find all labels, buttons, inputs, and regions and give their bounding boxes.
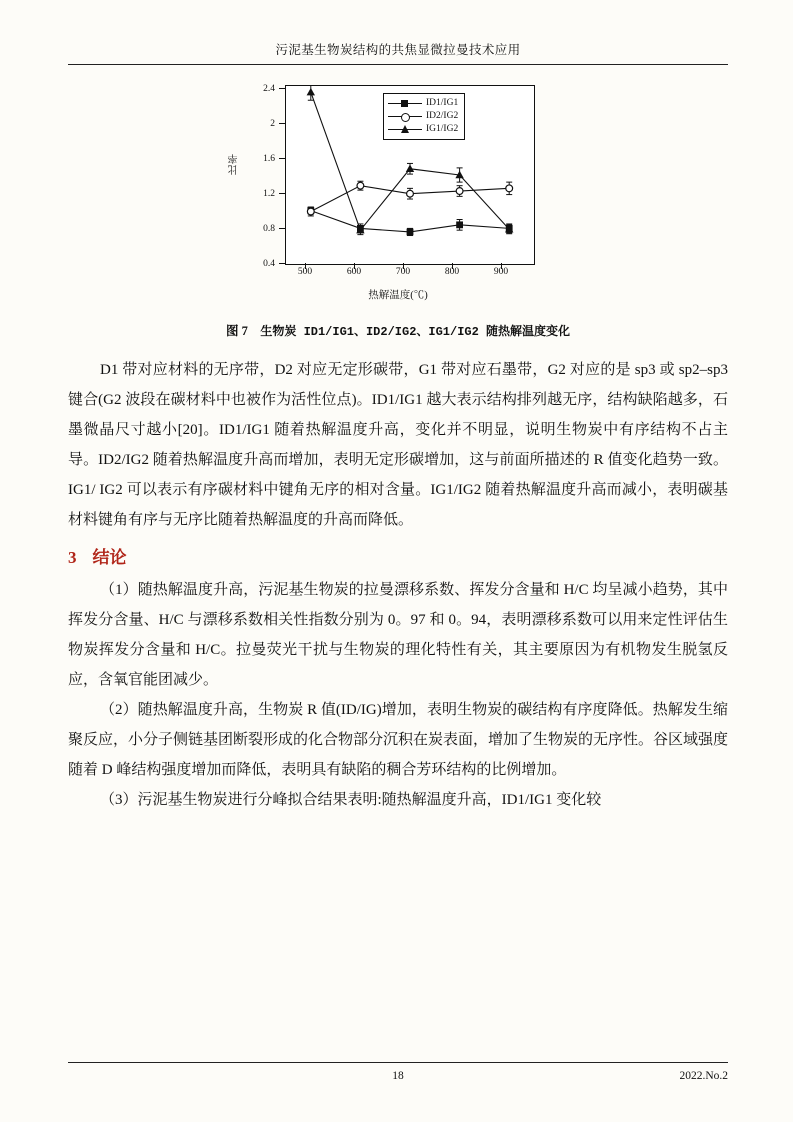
section-title: 结论 (92, 548, 127, 567)
figure-caption (68, 321, 728, 339)
page-number: 18 (392, 1070, 404, 1082)
y-tick-label: 1.6 (263, 154, 275, 164)
paragraph-3: （2）随热解温度升高，生物炭 R 值(ID/IG)增加，表明生物炭的碳结构有序度降低。热解发生缩聚反应，小分子侧链基团断裂形成的化合物部分沉积在炭表面，增加了生物炭的无序性。谷区域强度随着 D 峰结构强度增加而降低，表明具有缺陷的稠合芳环结构的比例增加。 (68, 702, 729, 778)
legend-item (388, 123, 458, 136)
issue-label: 2022.No.2 (679, 1070, 728, 1082)
header-rule (68, 64, 728, 65)
legend-item (388, 110, 458, 123)
chart-container (229, 79, 563, 309)
figure-caption-prefix: 图 7 (225, 324, 248, 338)
legend-label: ID1/IG1 (426, 98, 459, 108)
legend-item (388, 97, 458, 110)
section-heading-conclusion (68, 543, 728, 573)
section-number: 3 (68, 548, 77, 567)
legend-label: ID2/IG2 (426, 111, 459, 121)
x-tick-label: 800 (444, 267, 460, 277)
figure-caption-text: 生物炭 ID1/IG1、ID2/IG2、IG1/IG2 随热解温度变化 (260, 325, 571, 339)
legend-symbol-open-square-icon (388, 111, 422, 122)
page-footer (68, 1070, 728, 1082)
chart-y-axis-label: 比率 (229, 153, 240, 175)
x-tick-label: 900 (493, 267, 509, 277)
y-tick-label: 1.2 (263, 189, 275, 199)
x-tick-label: 700 (395, 267, 411, 277)
paragraph-2: （1）随热解温度升高，污泥基生物炭的拉曼漂移系数、挥发分含量和 H/C 均呈减小趋势，其中挥发分含量、H/C 与漂移系数相关性指数分别为 0。97 和 0。94，表明漂移系数可以用来定性评估生物炭挥发分含量和 H/C。拉曼荧光干扰与生物炭的理化特性有关，其主要原因为有机物发生脱氢反应，含氧官能团减少。 (68, 582, 728, 688)
y-tick-label: 2 (270, 119, 275, 129)
x-tick-label: 600 (346, 267, 362, 277)
page-content (68, 40, 728, 1080)
y-tick-label: 0.8 (263, 224, 275, 234)
legend-symbol-filled-square-icon (388, 98, 422, 109)
x-tick-label: 500 (297, 267, 313, 277)
paragraph-4: （3）污泥基生物炭进行分峰拟合结果表明:随热解温度升高，ID1/IG1 变化较 (100, 792, 602, 808)
body-text (68, 355, 728, 815)
y-tick-label: 0.4 (263, 259, 275, 269)
running-head: 污泥基生物炭结构的共焦显微拉曼技术应用 (275, 43, 521, 57)
chart-x-axis-label: 热解温度(℃) (368, 290, 428, 301)
footer-rule (68, 1062, 728, 1063)
y-tick-label: 2.4 (263, 84, 275, 94)
legend-label: IG1/IG2 (426, 124, 459, 134)
paragraph-1: D1 带对应材料的无序带，D2 对应无定形碳带，G1 带对应石墨带，G2 对应的是 sp3 或 sp2–sp3 键合(G2 波段在碳材料中也被作为活性位点)。ID1/IG1 越大表示结构排列越无序，结构缺陷越多，石墨微晶尺寸越小[20]。ID1/IG1 随着热解温度升高，变化并不明显，说明生物炭中有序结构不占主导。ID2/IG2 随着热解温度升高而增加，表明无定形碳增加，这与前面所描述的 R 值变化趋势一致。IG1/ IG2 可以表示有序碳材料中键角无序的相对含量。IG1/IG2 随着热解温度升高而减小，表明碳基材料键角有序与无序比随着热解温度的升高而降低。 (68, 362, 728, 528)
chart-legend (383, 93, 465, 140)
legend-symbol-filled-triangle-icon (388, 124, 422, 135)
figure-7 (68, 79, 728, 309)
